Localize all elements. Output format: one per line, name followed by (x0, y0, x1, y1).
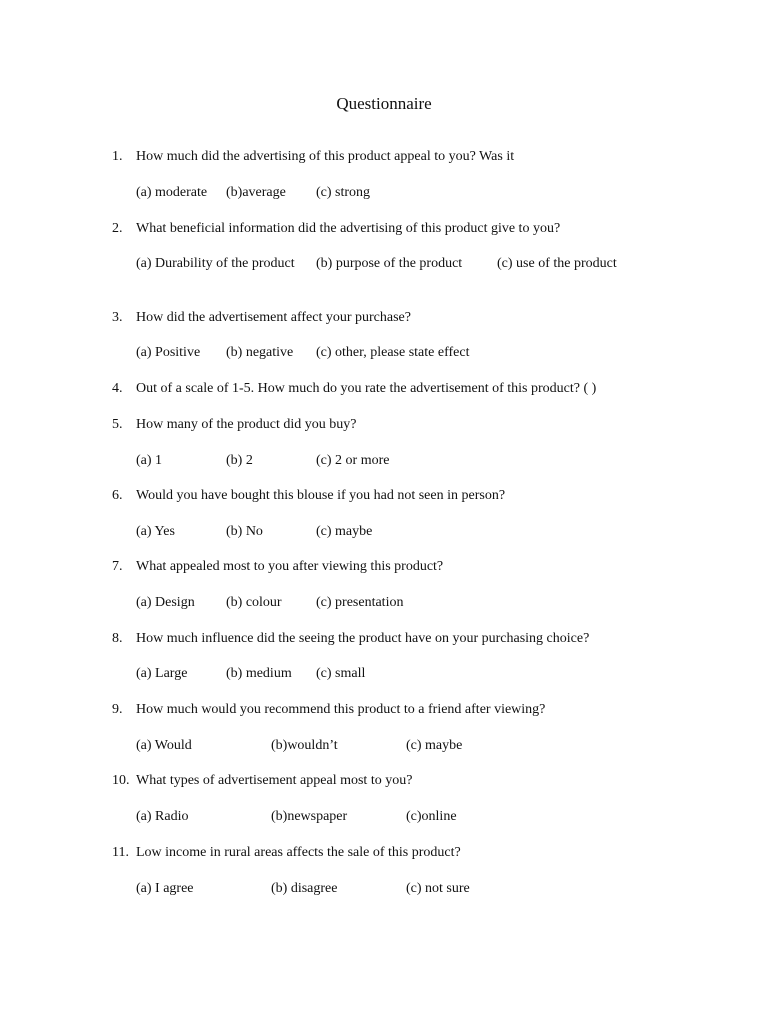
option-c[interactable]: (c) small (316, 666, 366, 681)
question-number: 5. (112, 417, 123, 432)
question-text: What appealed most to you after viewing this product? (136, 559, 444, 574)
option-a[interactable]: (a) I agree (136, 881, 194, 896)
option-c[interactable]: (c) maybe (316, 524, 373, 539)
option-b[interactable]: (b) purpose of the product (316, 256, 463, 271)
option-a[interactable]: (a) Radio (136, 809, 189, 824)
option-b[interactable]: (b) negative (226, 345, 294, 360)
question-number: 11. (112, 845, 129, 860)
option-b[interactable]: (b)average (226, 185, 286, 200)
question-text: How did the advertisement affect your purchase? (136, 310, 411, 325)
question-number: 8. (112, 631, 123, 646)
question-number: 3. (112, 310, 123, 325)
question-text: Low income in rural areas affects the sale of this product? (136, 845, 461, 860)
option-b[interactable]: (b) disagree (271, 881, 338, 896)
option-c[interactable]: (c) strong (316, 185, 371, 200)
option-a[interactable]: (a) Positive (136, 345, 201, 360)
question-number: 7. (112, 559, 123, 574)
question-number: 1. (112, 149, 123, 164)
option-a[interactable]: (a) Durability of the product (136, 256, 295, 271)
option-a[interactable]: (a) 1 (136, 453, 163, 468)
option-c[interactable]: (c) maybe (406, 738, 463, 753)
option-c[interactable]: (c) other, please state effect (316, 345, 470, 360)
option-b[interactable]: (b) 2 (226, 453, 253, 468)
question-text: What beneficial information did the advertising of this product give to you? (136, 221, 561, 236)
question-text: How much did the advertising of this product appeal to you? Was it (136, 149, 515, 164)
question-text: How much would you recommend this product to a friend after viewing? (136, 702, 546, 717)
question-text: What types of advertisement appeal most to you? (136, 773, 413, 788)
option-b[interactable]: (b)wouldn’t (271, 738, 338, 753)
option-b[interactable]: (b) colour (226, 595, 282, 610)
option-b[interactable]: (b)newspaper (271, 809, 348, 824)
option-a[interactable]: (a) Yes (136, 524, 175, 539)
option-b[interactable]: (b) medium (226, 666, 292, 681)
option-a[interactable]: (a) Would (136, 738, 192, 753)
question-text: Out of a scale of 1-5. How much do you rate the advertisement of this product? ( ) (136, 381, 597, 396)
question-number: 6. (112, 488, 123, 503)
question-text: How many of the product did you buy? (136, 417, 357, 432)
question-number: 9. (112, 702, 123, 717)
option-b[interactable]: (b) No (226, 524, 263, 539)
option-c[interactable]: (c) 2 or more (316, 453, 390, 468)
option-c[interactable]: (c)online (406, 809, 457, 824)
option-c[interactable]: (c) presentation (316, 595, 404, 610)
option-c[interactable]: (c) use of the product (497, 256, 617, 271)
option-c[interactable]: (c) not sure (406, 881, 470, 896)
question-text: Would you have bought this blouse if you had not seen in person? (136, 488, 506, 503)
question-number: 4. (112, 381, 123, 396)
option-a[interactable]: (a) Design (136, 595, 195, 610)
option-a[interactable]: (a) moderate (136, 185, 208, 200)
question-number: 10. (112, 773, 130, 788)
question-number: 2. (112, 221, 123, 236)
option-a[interactable]: (a) Large (136, 666, 188, 681)
question-text: How much influence did the seeing the product have on your purchasing choice? (136, 631, 590, 646)
page-title: Questionnaire (336, 94, 432, 113)
